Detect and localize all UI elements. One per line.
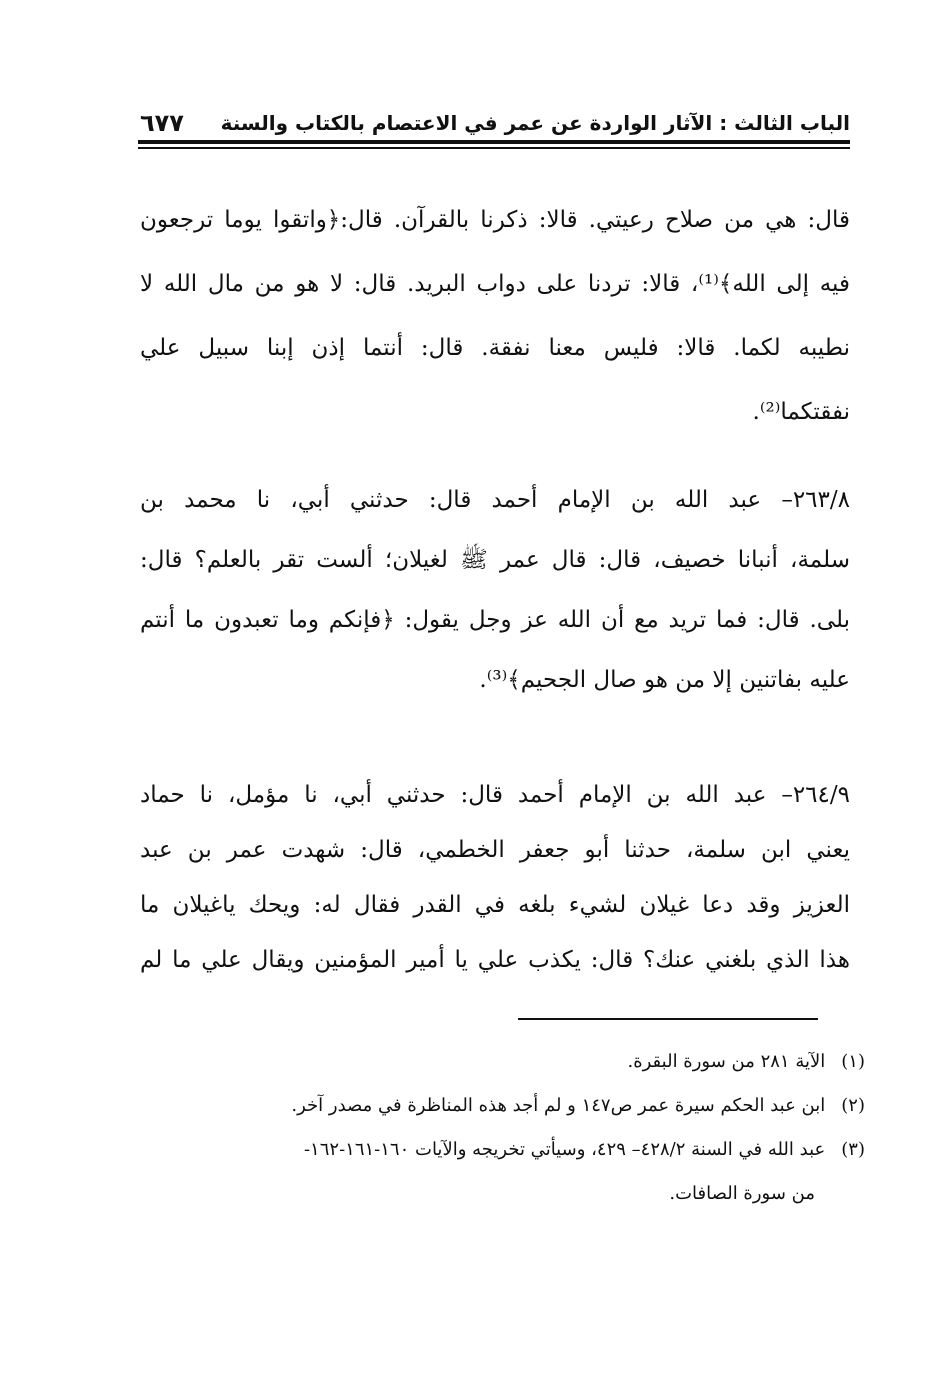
text-line: هذا الذي بلغني عنك؟ قال: يكذب علي يا أمير المؤمنين ويقال علي ما لم [140, 947, 850, 973]
footnote-number: (٣) [841, 1139, 865, 1160]
footnote-separator [518, 1018, 818, 1020]
text-line: نطيبه لكما. قالا: فليس معنا نفقة. قال: أنتما إذن إبنا سبيل علي [140, 335, 850, 361]
text-line: ٢٦٣/٨– عبد الله بن الإمام أحمد قال: حدثني أبي، نا محمد بن [140, 487, 850, 513]
page-number: ٦٧٧ [140, 109, 184, 137]
footnote-3 [140, 1128, 865, 1172]
header-rule-thin [138, 147, 850, 149]
footnote-number: (٢) [841, 1095, 865, 1116]
text-line: بلى. قال: فما تريد مع أن الله عز وجل يقول: ﴿فإنكم وما تعبدون ما أنتم [140, 607, 850, 633]
text-line: عليه بفاتنين إلا من هو صال الجحيم﴾⁽³⁾. [479, 667, 850, 693]
text-line: فيه إلى الله﴾⁽¹⁾، قالا: تردنا على دواب البريد. قال: لا هو من مال الله لا [140, 271, 850, 297]
text-line: سلمة، أنبانا خصيف، قال: قال عمر ﷺ لغيلان؛ ألست تقر بالعلم؟ قال: [140, 547, 850, 573]
footnote-2 [140, 1084, 865, 1128]
footnote-text: ابن عبد الحكم سيرة عمر ص١٤٧ و لم أجد هذه المناظرة في مصدر آخر. [291, 1095, 826, 1116]
footnote-text: الآية ٢٨١ من سورة البقرة. [627, 1051, 826, 1072]
footnote-3-continuation: من سورة الصافات. [669, 1183, 815, 1204]
running-header [140, 105, 850, 141]
footnote-number: (١) [841, 1051, 865, 1072]
footnotes [140, 1040, 865, 1216]
text-line: ٢٦٤/٩– عبد الله بن الإمام أحمد قال: حدثني أبي، نا مؤمل، نا حماد [140, 782, 850, 808]
header-rule-thick [138, 140, 850, 144]
footnote-1 [140, 1040, 865, 1084]
text-line: قال: هي من صلاح رعيتي. قالا: ذكرنا بالقرآن. قال:﴿واتقوا يوما ترجعون [140, 207, 850, 233]
paragraph-2 [140, 470, 850, 710]
text-line: العزيز وقد دعا غيلان لشيء بلغه في القدر فقال له: ويحك ياغيلان ما [140, 892, 850, 918]
text-line: يعني ابن سلمة، حدثنا أبو جعفر الخطمي، قال: شهدت عمر بن عبد [140, 837, 850, 863]
chapter-title: الباب الثالث : الآثار الواردة عن عمر في الاعتصام بالكتاب والسنة [220, 111, 850, 135]
paragraph-3 [140, 768, 850, 988]
footnote-text: عبد الله في السنة ٤٢٨/٢– ٤٢٩، وسيأتي تخريجه والآيات ١٦٠-١٦١-١٦٢- [303, 1139, 826, 1160]
paragraph-1 [140, 188, 850, 444]
text-line: نفقتكما⁽²⁾. [752, 399, 850, 425]
